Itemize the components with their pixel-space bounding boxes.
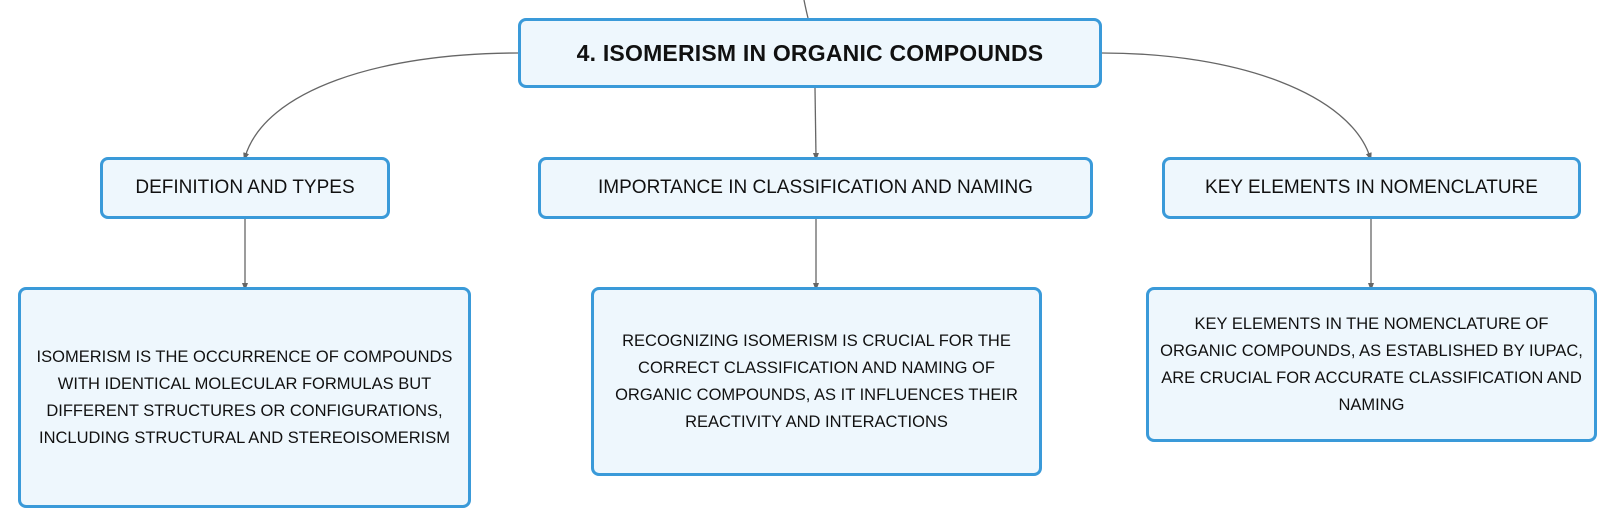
connector-root-to-key-elements — [1102, 53, 1370, 157]
branch-node-key-elements[interactable] — [1162, 157, 1581, 219]
branch-node-importance[interactable] — [538, 157, 1093, 219]
branch-node-definition-and-types[interactable] — [100, 157, 390, 219]
root-topic-node[interactable] — [518, 18, 1102, 88]
detail-text: ISOMERISM IS THE OCCURRENCE OF COMPOUNDS WITH IDENTICAL MOLECULAR FORMULAS BUT DIFFERENT STRUCTURES OR CONFIGURATIONS, INCLUDING STRUCTURAL AND STEREOISOMERISM — [36, 347, 453, 447]
root-topic-title: 4. ISOMERISM IN ORGANIC COMPOUNDS — [576, 39, 1044, 66]
detail-node-definition-and-types[interactable] — [18, 287, 471, 508]
connector-root-to-definition — [245, 53, 518, 157]
detail-node-importance[interactable] — [591, 287, 1042, 476]
detail-text: RECOGNIZING ISOMERISM IS CRUCIAL FOR THE CORRECT CLASSIFICATION AND NAMING OF ORGANIC COMPOUNDS, AS IT INFLUENCES THEIR REACTIVITY AND INTERACTIONS — [615, 331, 1018, 431]
detail-node-key-elements[interactable] — [1146, 287, 1597, 442]
connector-to-root — [804, 0, 808, 18]
connector-root-to-importance — [815, 88, 816, 157]
branch-label: KEY ELEMENTS IN NOMENCLATURE — [1205, 177, 1538, 198]
detail-text: KEY ELEMENTS IN THE NOMENCLATURE OF ORGANIC COMPOUNDS, AS ESTABLISHED BY IUPAC, ARE CRUCIAL FOR ACCURATE CLASSIFICATION AND NAMING — [1160, 314, 1583, 414]
branch-label: IMPORTANCE IN CLASSIFICATION AND NAMING — [598, 177, 1033, 198]
branch-label: DEFINITION AND TYPES — [135, 177, 355, 198]
